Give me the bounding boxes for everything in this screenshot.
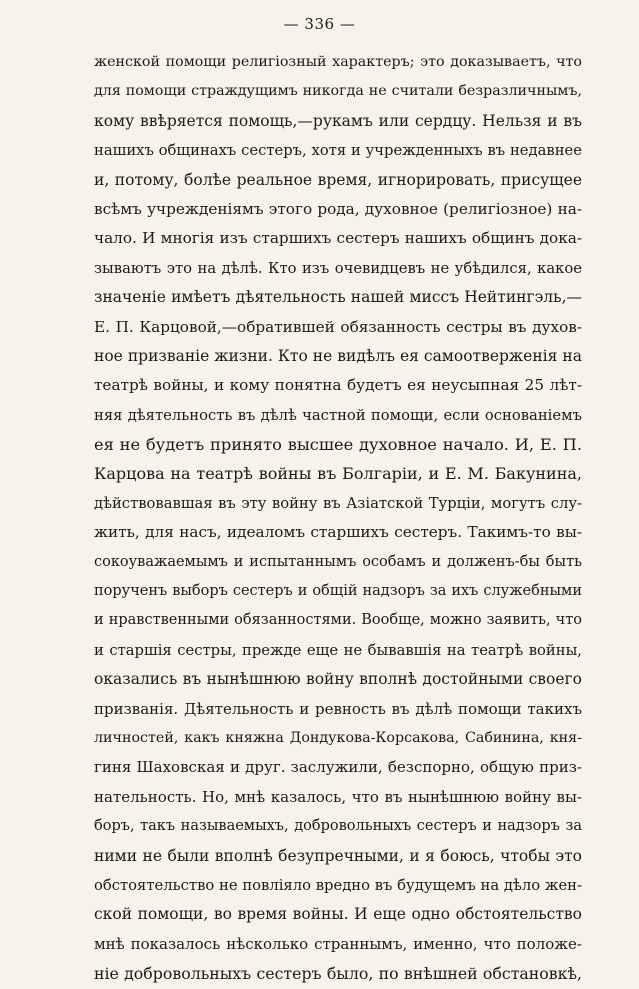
text-line: боръ, такъ называемыхъ, добровольныхъ сестеръ и надзоръ за: [94, 818, 582, 835]
text-line: кому ввѣряется помощь,—рукамъ или сердцу. Нельзя и въ: [94, 111, 582, 130]
page-number: — 336 —: [283, 15, 356, 33]
text-line: Е. П. Карцовой,—обратившей обязанность сестры въ духов-: [94, 317, 582, 336]
text-line: ніе добровольныхъ сестеръ было, по внѣшней обстановкѣ,: [94, 964, 582, 984]
text-line: ними не были вполнѣ безупречными, и я боюсь, чтобы это: [94, 846, 582, 865]
text-line: и нравственными обязанностями. Вообще, можно заявить, что: [94, 612, 582, 629]
text-line: гиня Шаховская и друг. заслужили, безспорно, общую приз-: [94, 758, 582, 777]
text-line: чало. И многія изъ старшихъ сестеръ нашихъ общинъ дока-: [94, 229, 582, 248]
text-line: оказались въ нынѣшнюю войну вполнѣ достойными своего: [94, 670, 582, 689]
text-line: порученъ выборъ сестеръ и общій надзоръ за ихъ служебными: [94, 583, 582, 600]
text-line: и старшія сестры, прежде еще не бывавшія на театрѣ войны,: [94, 641, 582, 659]
text-line: и, потому, болѣе реальное время, игнорировать, присущее: [94, 170, 582, 189]
text-line: значеніе имѣетъ дѣятельность нашей миссъ Нейтингэль,—: [94, 288, 582, 307]
text-line: обстоятельство не повліяло вредно въ будущемъ на дѣло жен-: [94, 876, 582, 894]
text-line: Карцова на театрѣ войны въ Болгаріи, и Е. М. Бакунина,: [94, 464, 582, 484]
text-line: жить, для насъ, идеаломъ старшихъ сестеръ. Такимъ-то вы-: [94, 523, 582, 542]
text-line: женской помощи религіозный характеръ; это доказываетъ, что: [94, 54, 582, 70]
text-line: ской помощи, во время войны. И еще одно обстоятельство: [94, 905, 582, 924]
text-line: призванія. Дѣятельность и ревность въ дѣлѣ помощи такихъ: [94, 699, 582, 718]
text-line: зываютъ это на дѣлѣ. Кто изъ очевидцевъ не убѣдился, какое: [94, 259, 582, 277]
text-line: ея не будетъ принято высшее духовное начало. И, Е. П.: [94, 435, 582, 455]
text-line: для помощи страждущимъ никогда не считали безразличнымъ,: [94, 83, 582, 100]
text-line: ное призваніе жизни. Кто не видѣлъ ея самоотверженія на: [94, 346, 582, 365]
text-line: сокоуважаемымъ и испытаннымъ особамъ и долженъ-бы быть: [94, 553, 582, 570]
text-line: всѣмъ учрежденіямъ этого рода, духовное (религіозное) на-: [94, 199, 582, 218]
text-line: театрѣ войны, и кому понятна будетъ ея неусыпная 25 лѣт-: [94, 376, 582, 395]
text-line: нашихъ общинахъ сестеръ, хотя и учрежденныхъ въ недавнее: [94, 142, 582, 160]
text-line: личностей, какъ княжна Дондукова-Корсакова, Сабинина, кня-: [94, 729, 582, 746]
text-line: нательность. Но, мнѣ казалось, что въ нынѣшнюю войну вы-: [94, 787, 582, 806]
text-line: мнѣ показалось нѣсколько страннымъ, именно, что положе-: [94, 934, 582, 953]
body-text: [94, 48, 582, 989]
text-line: дѣйствовавшая въ эту войну въ Азіатской Турціи, могутъ слу-: [94, 494, 582, 512]
text-line: няя дѣятельность въ дѣлѣ частной помощи, если основаніемъ: [94, 406, 582, 424]
